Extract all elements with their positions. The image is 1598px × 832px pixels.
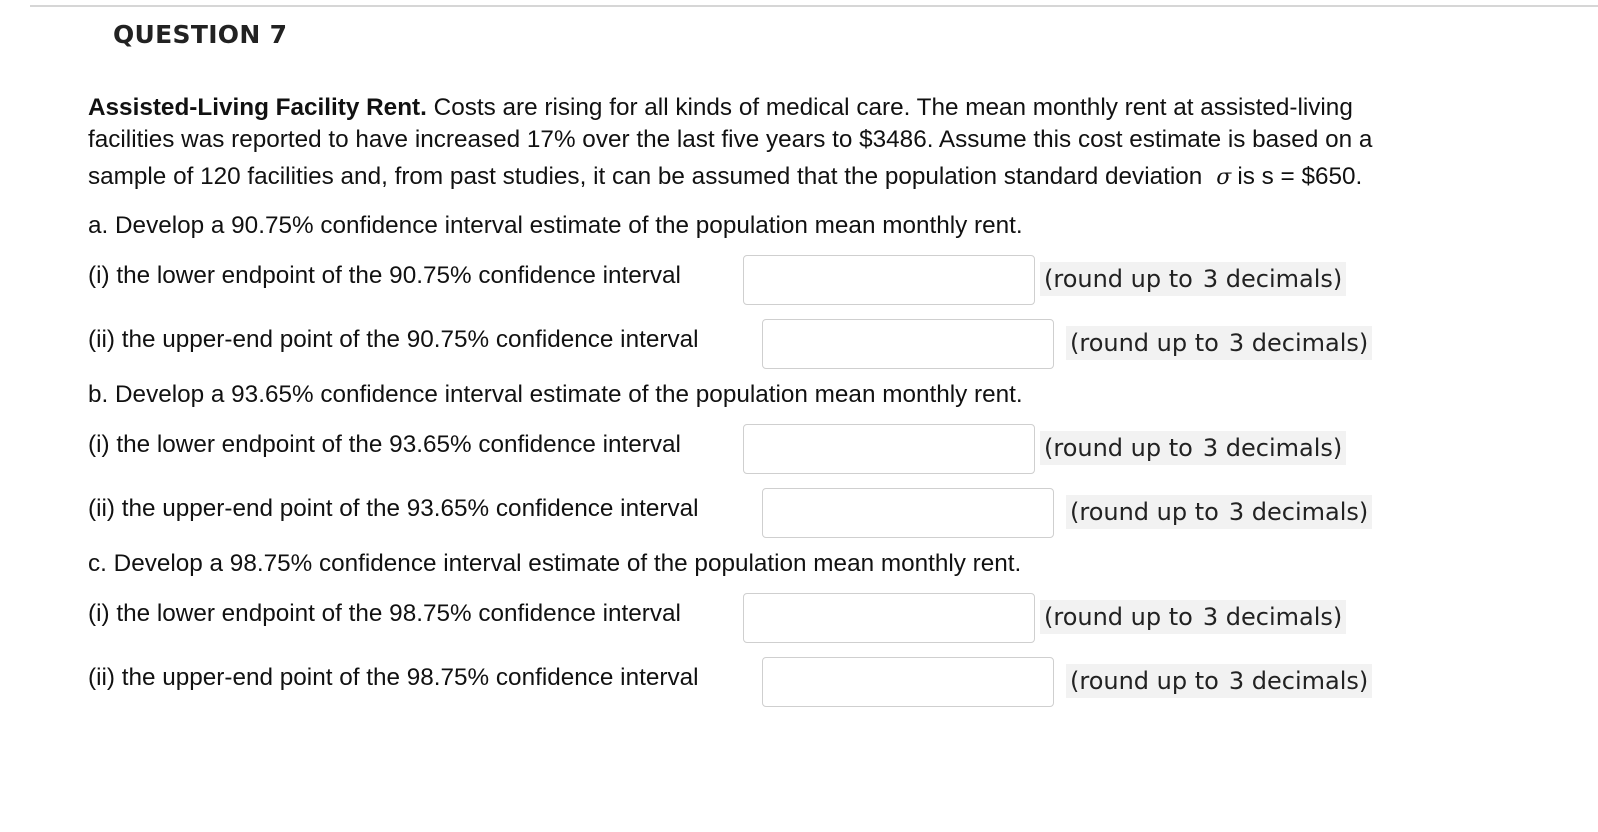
hint-digits: 3 decimals — [1228, 329, 1359, 357]
hint-suffix: ) — [1358, 667, 1369, 695]
part-a-lower-hint — [1040, 262, 1346, 296]
problem-title: Assisted-Living Facility Rent. — [88, 94, 427, 121]
hint-digits: 3 decimals — [1202, 603, 1333, 631]
hint-suffix: ) — [1332, 434, 1343, 462]
intro-line-2: facilities was reported to have increased 17% over the last five years to $3486. Assume this cost estimate is based on a — [88, 125, 1373, 153]
part-a-lower-input[interactable] — [743, 255, 1035, 305]
intro-line-3-tail: is s = $650. — [1237, 163, 1363, 191]
part-c-lower-hint — [1040, 600, 1346, 634]
intro-line-3-text: sample of 120 facilities and, from past studies, it can be assumed that the population standard deviation — [88, 163, 1203, 191]
part-a-lower-label: (i) the lower endpoint of the 90.75% confidence interval — [88, 262, 681, 289]
part-b-upper-input[interactable] — [762, 488, 1054, 538]
part-c-lower-label: (i) the lower endpoint of the 98.75% confidence interval — [88, 600, 681, 627]
part-a-upper-label: (ii) the upper-end point of the 90.75% confidence interval — [88, 326, 699, 353]
part-c-upper-label: (ii) the upper-end point of the 98.75% confidence interval — [88, 664, 699, 691]
sigma-symbol: σ — [1216, 165, 1232, 191]
hint-prefix: (round up to — [1044, 265, 1193, 293]
hint-suffix: ) — [1358, 329, 1369, 357]
part-b-lower-label: (i) the lower endpoint of the 93.65% confidence interval — [88, 431, 681, 458]
intro-line-3 — [88, 161, 1488, 193]
hint-prefix: (round up to — [1044, 603, 1193, 631]
question-title: QUESTION 7 — [113, 20, 288, 49]
part-b-upper-label: (ii) the upper-end point of the 93.65% confidence interval — [88, 495, 699, 522]
hint-digits: 3 decimals — [1202, 265, 1333, 293]
top-divider — [30, 5, 1598, 7]
hint-digits: 3 decimals — [1228, 667, 1359, 695]
part-b-lower-input[interactable] — [743, 424, 1035, 474]
hint-suffix: ) — [1332, 265, 1343, 293]
part-b-lower-hint — [1040, 431, 1346, 465]
part-c-lower-input[interactable] — [743, 593, 1035, 643]
part-a-upper-input[interactable] — [762, 319, 1054, 369]
question-text — [88, 92, 1488, 193]
part-b-heading: b. Develop a 93.65% confidence interval estimate of the population mean monthly rent. — [88, 381, 1023, 408]
part-b-upper-hint — [1066, 495, 1372, 529]
hint-digits: 3 decimals — [1228, 498, 1359, 526]
part-a-upper-hint — [1066, 326, 1372, 360]
hint-suffix: ) — [1358, 498, 1369, 526]
hint-prefix: (round up to — [1070, 498, 1219, 526]
intro-line-1-text: Costs are rising for all kinds of medical care. The mean monthly rent at assisted-living — [433, 94, 1353, 121]
part-c-upper-hint — [1066, 664, 1372, 698]
part-c-heading: c. Develop a 98.75% confidence interval estimate of the population mean monthly rent. — [88, 550, 1022, 577]
hint-suffix: ) — [1332, 603, 1343, 631]
part-c-upper-input[interactable] — [762, 657, 1054, 707]
hint-prefix: (round up to — [1044, 434, 1193, 462]
part-a-heading: a. Develop a 90.75% confidence interval estimate of the population mean monthly rent. — [88, 212, 1023, 239]
intro-line-1 — [88, 92, 1488, 124]
hint-prefix: (round up to — [1070, 667, 1219, 695]
hint-prefix: (round up to — [1070, 329, 1219, 357]
hint-digits: 3 decimals — [1202, 434, 1333, 462]
